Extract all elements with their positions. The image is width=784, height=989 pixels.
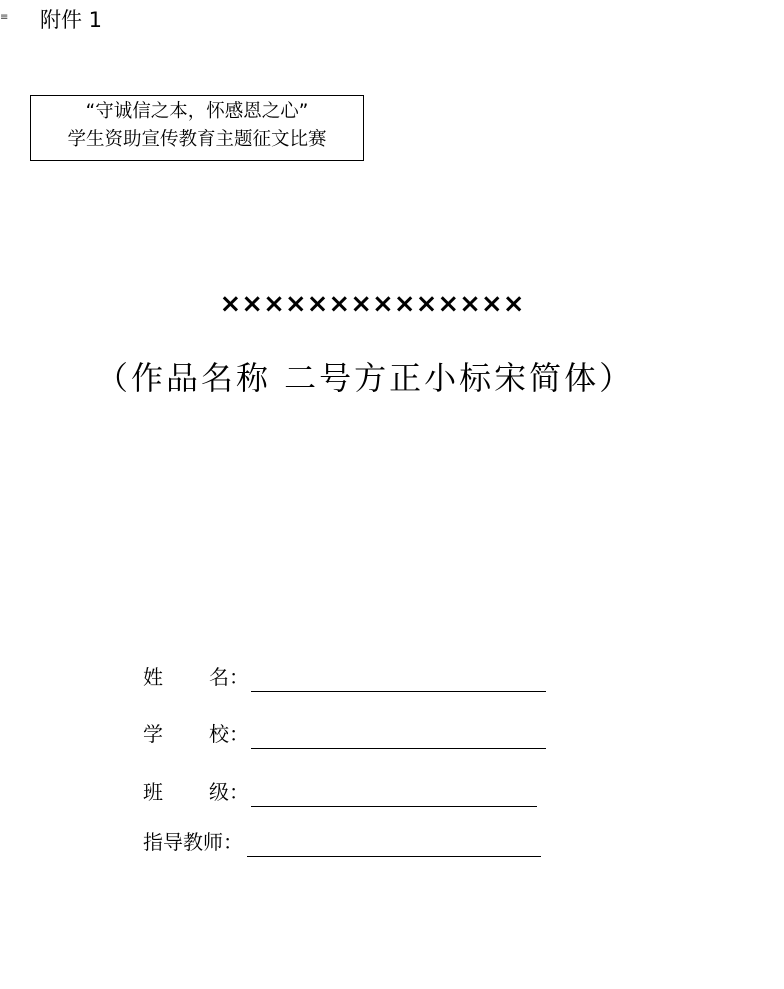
- form-row-class: [143, 775, 249, 809]
- form-row-name: [143, 660, 249, 694]
- school-label-char-2: 校：: [209, 722, 249, 746]
- page-edge-marker: ≡: [0, 12, 9, 23]
- school-label: [143, 717, 249, 751]
- class-label-char-1: 班: [143, 780, 163, 804]
- class-label-char-2: 级：: [209, 780, 249, 804]
- name-label-char-2: 名：: [209, 665, 249, 689]
- name-label: [143, 660, 249, 694]
- teacher-blank-line[interactable]: [247, 856, 541, 857]
- class-label: [143, 775, 249, 809]
- contest-title-box: [30, 95, 364, 161]
- contest-slogan: “守诚信之本，怀感恩之心”: [85, 101, 309, 122]
- teacher-label: 指导教师：: [143, 830, 243, 854]
- name-blank-line[interactable]: [251, 691, 546, 692]
- form-row-teacher: [143, 825, 243, 859]
- form-row-school: [143, 717, 249, 751]
- placeholder-title: ××××××××××××××: [219, 289, 525, 319]
- class-blank-line[interactable]: [251, 806, 537, 807]
- name-label-char-1: 姓: [143, 665, 163, 689]
- contest-name: 学生资助宣传教育主题征文比赛: [67, 129, 327, 150]
- school-blank-line[interactable]: [251, 748, 546, 749]
- work-name-instruction: （作品名称 二号方正小标宋简体）: [96, 359, 635, 397]
- school-label-char-1: 学: [143, 722, 163, 746]
- attachment-label: 附件 1: [40, 8, 103, 32]
